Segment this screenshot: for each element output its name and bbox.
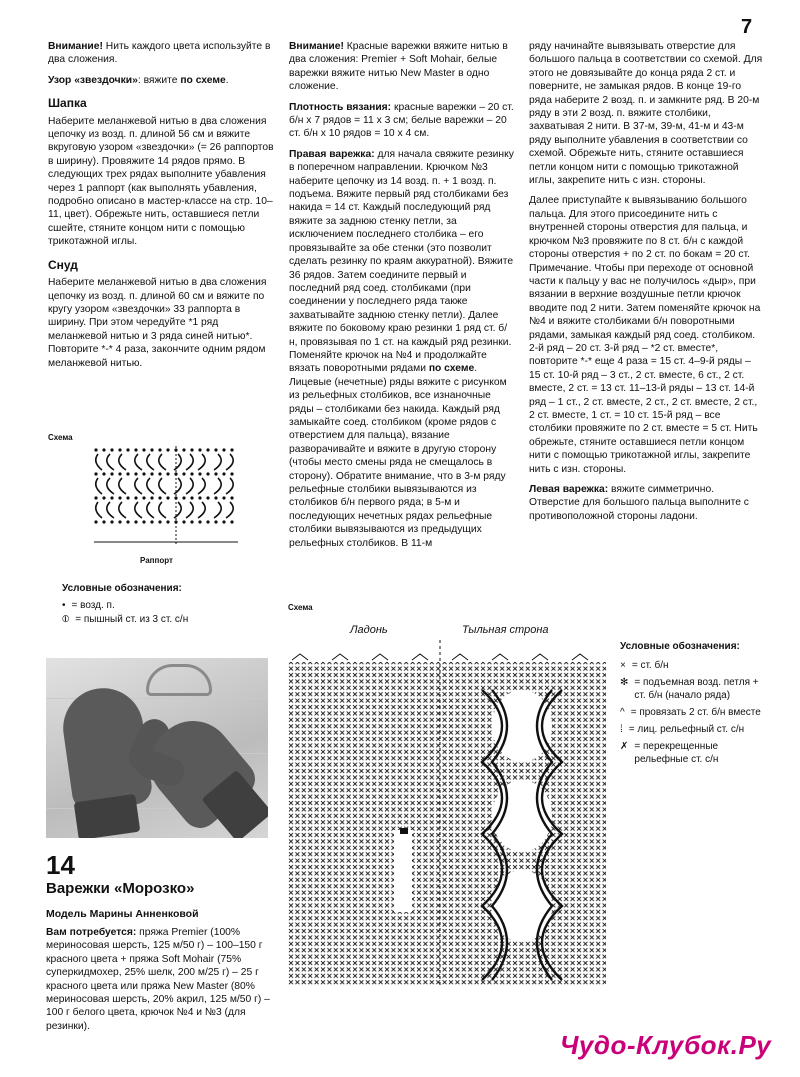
legend-1-title: Условные обозначения: (62, 583, 182, 594)
warning-paragraph: Внимание! Нить каждого цвета используйте в два сложения. (48, 41, 271, 66)
mittens-photo (46, 658, 268, 838)
back-label: Тыльная строна (462, 624, 549, 636)
thumb-paragraph: Далее приступайте к вывязыванию большого пальца. Для этого присоедините нить с внутренней стороны отверстия для пальца, и крючком №3 провяжите по 8 ст. б/н с каждой стороны отверстия + по 2 ст. по бокам = 20 ст. Примечание. Чтобы при переходе от основной части к пальцу у вас не получилось «дыр», при вязании в верхние воздушные петли крючок вводите под 2 нити. Затем поменяйте крючок на №4 и вяжите столбиками б/н поворотными рядами, замыкая каждый ряд соед. столбиком. 2-й ряд – 20 ст. 3-й ряд – *2 ст. вместе*, повторите *-* еще 4 раза = 15 ст. 4–9-й ряды – 15 ст. 10-й ряд – 3 ст., 2 ст. вместе, 6 ст., 2 ст. вместе, 2 ст. = 13 ст. 11–13-й ряды – 13 ст. 14-й ряд – 1 ст., 2 ст. вместе, 2 ст., 2 ст. вместе, 2 ст., 2 ст. вместе, 1 ст. = 10 ст. 15-й ряд – все столбики провяжите по 2 ст. вместе = 5 ст. Нить обрежьте, стяните оставшиеся петли концом нити с помощью трикотажной иглы, закрепите нить с изн. стороны. (529, 195, 761, 475)
thumb-hole-paragraph: ряду начинайте вывязывать отверстие для большого пальца в соответствии со схемой. Для этого не довязывайте до конца ряда 2 ст. и поверните, не замыкая рядов. В конце 19-го ряда наберите 2 возд. п. и замкните ряд. В 20-м ряду в эти 2 возд. п. вяжите столбики, захватывая 2 нити. В 37-м, 39-м, 41-м и 43-м ряду выполните убавления в соответствии со схемой. Обрежьте нить, стяните оставшиеся петли концом нити с помощью трикотажной иглы, закрепите нить с изн. стороны. (529, 41, 763, 187)
star-stitch-chart (88, 446, 248, 546)
column-1 (48, 40, 276, 377)
gauge-paragraph: Плотность вязания: красные варежки – 20 ст. б/н х 7 рядов = 11 х 3 см; белые варежки – 20 ст. б/н х 10 рядов = 10 х 4 см. (289, 101, 514, 140)
legend-1 (62, 582, 188, 627)
single-crochet-icon: × (620, 660, 626, 671)
front-post-icon: ⁞ (620, 724, 623, 735)
left-mitten-paragraph: Левая варежка: вяжите симметрично. Отверстие для большого пальца выполните с противоположной стороны ладони. (529, 484, 749, 522)
hat-text: Наберите меланжевой нитью в два сложения цепочку из возд. п. длиной 56 см и вяжите вкруговую узором «звездочки» (= 26 раппортов в ширину). Провяжите 14 рядов прямо. В следующих трех рядах выполните убавления через 1 раппорт (как выполнять убавления, подробно описано в мастер-классе на стр. 10–11, цвет). Обрежьте нить, оставшиеся петли сшейте, стяните концом нити с помощью трикотажной иглы. (48, 115, 274, 248)
crossed-post-icon: ✗ (620, 741, 629, 752)
legend-1-row: • = возд. п. (62, 600, 115, 611)
pattern-paragraph: Узор «звездочки»: вяжите по схеме. (48, 74, 229, 86)
palm-label: Ладонь (350, 624, 388, 636)
site-watermark: Чудо-Клубок.Ру (560, 1030, 772, 1060)
mitten-chart (288, 640, 606, 1002)
page-number: 7 (741, 16, 753, 38)
column-3 (529, 40, 765, 530)
warning-paragraph-2: Внимание! Красные варежки вяжите нитью в два сложения: Premier + Soft Mohair, белые варежки вяжите нитью New Master в одно сложение. (289, 41, 508, 93)
materials-paragraph: Вам потребуется: пряжа Premier (100% мериносовая шерсть, 125 м/50 г) – 100–150 г красного цвета + пряжа Soft Mohair (75% суперкидмохер, 25% шелк, 200 м/25 г) – 25 г красного цвета или пряжа New Master (80% мериносовая шерсть, 20% акрил, 125 м/50 г) – 100 г белого цвета, крючок №4 и №3 (для резинки). (46, 927, 270, 1032)
legend-2-row: ^ = провязать 2 ст. б/н вместе (620, 707, 761, 718)
scheme-label-1: Схема (48, 433, 73, 442)
model-number: 14 (46, 850, 75, 880)
column-2 (289, 40, 514, 557)
legend-2-row: ✻ = подъемная возд. петля + ст. б/н (начало ряда) (620, 677, 759, 701)
legend-2 (620, 640, 770, 766)
snood-heading: Снуд (48, 257, 78, 272)
model-title: Варежки «Морозко» (46, 880, 195, 897)
turning-chain-icon: ✻ (620, 677, 629, 688)
hat-heading: Шапка (48, 96, 87, 111)
decrease-icon: ^ (620, 707, 625, 718)
puff-stitch-icon: ⦶ (62, 614, 70, 625)
legend-2-row: × = ст. б/н (620, 660, 669, 671)
scheme-label-2: Схема (288, 603, 313, 612)
rapport-label: Раппорт (140, 556, 173, 565)
model-author: Модель Марины Анненковой (46, 908, 199, 920)
right-mitten-paragraph: Правая варежка: для начала свяжите резинку в поперечном направлении. Крючком №3 наберите цепочку из 14 возд. п. + 1 возд. п. подъема. Вяжите первый ряд столбиками без накида = 14 ст. Каждый последующий ряд вяжите за заднюю стенку петли, за исключением последнего столбика – его провязывайте за обе стенки (это позволит сделать резинку по краям аккуратной). Вяжите 36 рядов. Затем соедините первый и последний ряд соед. столбиками (при соединении у последнего ряда также захватывайте заднюю стенку петли). Далее вяжите по боковому краю резинки 1 ряд ст. б/н, провязывая по 1 ст. на каждый ряд резинки. Поменяйте крючок на №4 и продолжайте вязать поворотными рядами по схеме. Лицевые (нечетные) ряды вяжите с рисунком из рельефных столбиков, все изнаночные ряды – столбиками без накида. Каждый ряд замыкайте соед. столбиком (кроме рядов с отверстием для пальца), вязание разворачивайте и вяжите в другую сторону (чтобы место смены ряда не смещалось в сторону). Обратите внимание, что в 3-м ряду рельефные столбики вывязываются из столбиков б/н первого ряда; в 5-м и последующих нечетных рядах рельефные столбики вывязываются из предыдущих рельефных столбиков. В 11-м (289, 148, 514, 549)
legend-2-row: ⁞ = лиц. рельефный ст. с/н (620, 724, 745, 735)
legend-1-row: ⦶ = пышный ст. из 3 ст. с/н (62, 614, 189, 625)
chain-stitch-icon: • (62, 600, 66, 611)
snood-text: Наберите меланжевой нитью в два сложения цепочку из возд. п. длиной 60 см и вяжите по кругу узором «звездочки» 33 раппорта в ширину. При этом чередуйте *1 ряд меланжевой нитью и 3 ряда синей нитью*. Повторите *-* 4 раза, закончите одним рядом меланжевой нитью. (48, 277, 267, 369)
legend-2-row: ✗ = перекрещенные рельефные ст. с/н (620, 741, 719, 765)
legend-2-title: Условные обозначения: (620, 641, 740, 652)
